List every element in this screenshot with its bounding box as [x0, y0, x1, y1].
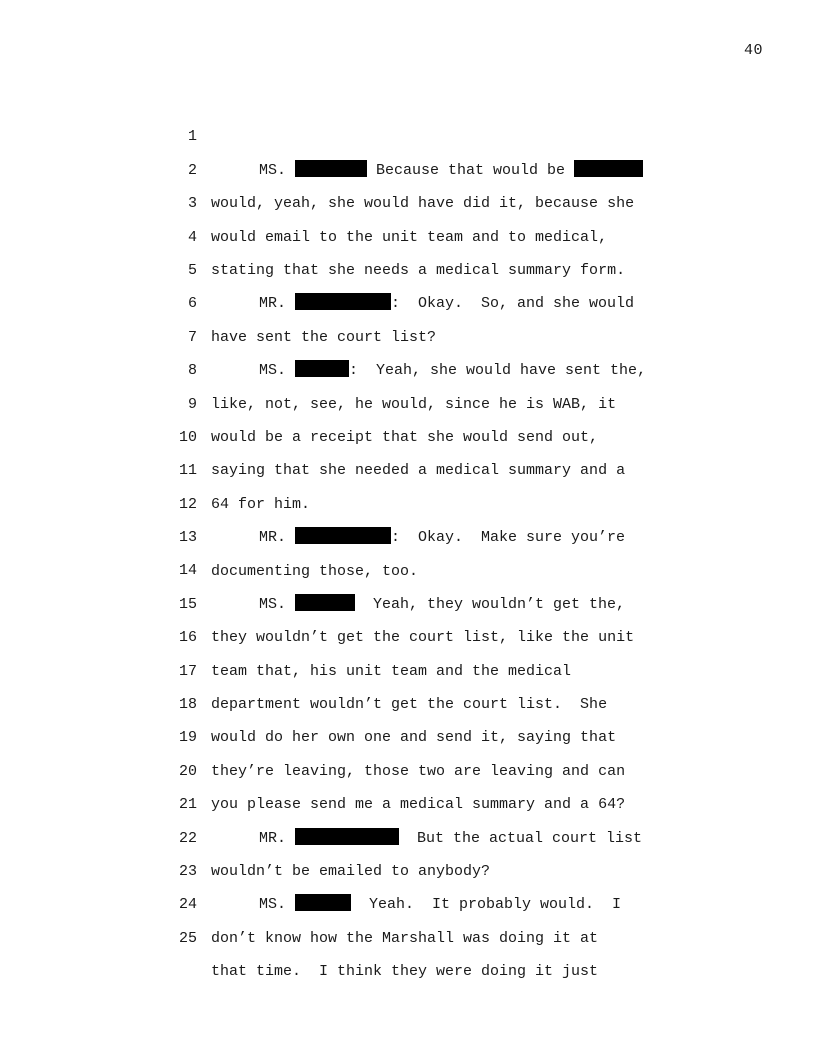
text-segment: But the actual court list	[399, 829, 643, 847]
speaker-label: MS.	[259, 896, 296, 914]
speaker-label: MR.	[259, 829, 296, 847]
line-text: they’re leaving, those two are leaving and can	[211, 762, 626, 780]
line-number: 2	[187, 161, 197, 179]
line-number: 1	[187, 128, 197, 146]
line-text: have sent the court list?	[211, 328, 437, 346]
line-text: that time. I think they were doing it just	[211, 963, 599, 981]
line-number: 5	[187, 261, 197, 279]
line-text: like, not, see, he would, since he is WAB, it	[211, 395, 617, 413]
line-number: 23	[178, 863, 197, 880]
line-text: saying that she needed a medical summary and a	[211, 462, 626, 480]
text-segment: Yeah, they wouldn’t get the,	[355, 595, 626, 613]
line-text: would email to the unit team and to medical,	[211, 228, 608, 246]
speaker-label: MS.	[259, 161, 296, 179]
text-segment: Because that would be	[367, 161, 575, 179]
text-segment: : Okay. So, and she would	[391, 295, 635, 313]
line-number: 3	[187, 195, 197, 213]
line-number: 20	[178, 762, 197, 780]
line-number: 11	[178, 462, 197, 480]
line-text: 64 for him.	[211, 495, 311, 513]
line-text: documenting those, too.	[211, 562, 419, 580]
line-number: 22	[178, 829, 197, 847]
speaker-label: MS.	[259, 362, 296, 380]
line-number: 24	[178, 896, 197, 914]
line-text: wouldn’t be emailed to anybody?	[211, 863, 491, 881]
transcript-body	[170, 87, 690, 981]
line-text: would be a receipt that she would send out,	[211, 428, 599, 446]
line-number: 16	[178, 629, 197, 647]
line-number: 14	[178, 562, 197, 580]
speaker-label: MS.	[259, 595, 296, 613]
text-segment: : Yeah, she would have sent the,	[349, 362, 647, 380]
line-number: 9	[187, 395, 197, 413]
line-number: 4	[187, 228, 197, 246]
line-number: 10	[178, 428, 197, 446]
text-segment: : Okay. Make sure you’re	[391, 529, 626, 547]
transcript-line	[170, 87, 690, 179]
line-number: 13	[178, 529, 197, 547]
line-text: department wouldn’t get the court list. She	[211, 696, 608, 714]
line-number: 18	[178, 696, 197, 714]
line-number: 8	[187, 362, 197, 380]
line-text: would do her own one and send it, saying that	[211, 729, 617, 747]
line-number: 25	[178, 929, 197, 947]
line-number: 17	[178, 662, 197, 680]
line-text: would, yeah, she would have did it, because she	[211, 195, 635, 213]
page-number: 40	[743, 42, 763, 59]
speaker-label: MR.	[259, 295, 296, 313]
line-number: 15	[178, 595, 197, 613]
line-number: 7	[187, 328, 197, 346]
line-number: 21	[178, 796, 197, 814]
line-text: you please send me a medical summary and a 64?	[211, 796, 626, 814]
line-text: stating that she needs a medical summary form.	[211, 261, 626, 279]
line-text: team that, his unit team and the medical	[211, 662, 572, 680]
line-text: they wouldn’t get the court list, like the unit	[211, 629, 635, 647]
line-number: 19	[178, 729, 197, 747]
line-text: don’t know how the Marshall was doing it at	[211, 929, 599, 947]
speaker-label: MR.	[259, 529, 296, 547]
line-number: 12	[178, 495, 197, 513]
line-number: 6	[187, 295, 197, 313]
text-segment: Yeah. It probably would. I	[351, 896, 622, 914]
